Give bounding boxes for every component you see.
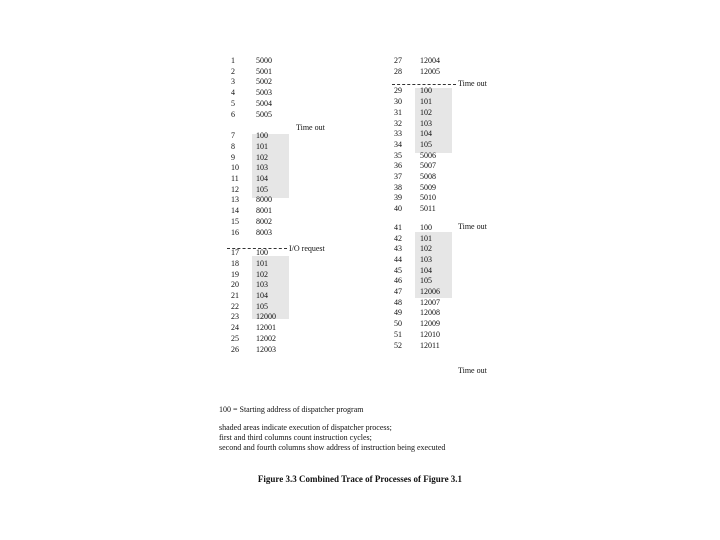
instruction-address: 105 — [420, 139, 432, 149]
cycle-number: 46 — [394, 276, 402, 286]
cycle-number: 22 — [231, 301, 239, 311]
cycle-number: 52 — [394, 340, 402, 350]
instruction-address: 103 — [420, 254, 432, 264]
timeout-label-right-3: Time out — [458, 366, 487, 375]
cycle-number: 47 — [394, 287, 402, 296]
cycle-number: 19 — [231, 269, 239, 279]
cycle-number: 20 — [231, 280, 239, 290]
cycle-number: 12 — [231, 184, 239, 194]
io-request-divider — [227, 248, 287, 249]
cycle-number: 5 — [231, 98, 235, 108]
instruction-address: 5001 — [256, 66, 272, 76]
instruction-address: 5006 — [420, 150, 436, 160]
instruction-address: 5003 — [256, 88, 272, 98]
instruction-address: 5011 — [420, 204, 436, 214]
instruction-address: 8003 — [256, 227, 272, 237]
cycle-number: 34 — [394, 139, 402, 149]
instruction-address: 101 — [420, 233, 432, 243]
instruction-address: 5005 — [256, 109, 272, 119]
instruction-address: 104 — [256, 174, 268, 183]
cycle-number: 40 — [394, 204, 402, 214]
cycle-number: 41 — [394, 222, 402, 232]
cycle-number: 43 — [394, 244, 402, 254]
cycle-number: 21 — [231, 291, 239, 300]
cycle-number: 8 — [231, 141, 235, 151]
instruction-address: 5009 — [420, 182, 436, 192]
cycle-number: 23 — [231, 312, 239, 322]
cycle-number: 11 — [231, 174, 239, 183]
instruction-address: 100 — [256, 248, 268, 258]
cycle-number: 33 — [394, 129, 402, 139]
cycle-number: 35 — [394, 150, 402, 160]
figure-caption: Figure 3.3 Combined Trace of Processes of Figure 3.1 — [257, 474, 463, 484]
instruction-address: 5008 — [420, 172, 436, 181]
cycle-number: 48 — [394, 297, 402, 307]
cycle-number: 13 — [231, 195, 239, 205]
cycle-number: 51 — [394, 329, 402, 339]
instruction-address: 105 — [420, 276, 432, 286]
instruction-address: 12001 — [256, 323, 276, 333]
instruction-address: 5007 — [420, 161, 436, 171]
instruction-address: 105 — [256, 184, 268, 194]
instruction-address: 12005 — [420, 66, 440, 76]
instruction-address: 12003 — [256, 344, 276, 354]
cycle-number: 16 — [231, 227, 239, 237]
instruction-address: 12008 — [420, 308, 440, 318]
cycle-number: 14 — [231, 206, 239, 216]
cycle-number: 36 — [394, 161, 402, 171]
instruction-address: 12002 — [256, 333, 276, 343]
instruction-address: 103 — [256, 280, 268, 290]
cycle-number: 29 — [394, 86, 402, 96]
instruction-address: 12000 — [256, 312, 276, 322]
instruction-address: 8001 — [256, 206, 272, 216]
cycle-number: 30 — [394, 97, 402, 107]
cycle-number: 50 — [394, 319, 402, 329]
cycle-number: 45 — [394, 265, 402, 275]
cycle-number: 17 — [231, 248, 239, 258]
cycle-number: 26 — [231, 344, 239, 354]
cycle-number: 6 — [231, 109, 235, 119]
instruction-address: 12010 — [420, 329, 440, 339]
cycle-number: 7 — [231, 131, 235, 141]
timeout-label-left: Time out — [296, 123, 325, 132]
instruction-address: 102 — [420, 244, 432, 254]
instruction-address: 12006 — [420, 287, 440, 296]
cycle-number: 28 — [394, 66, 402, 76]
timeout-label-right-1: Time out — [458, 79, 487, 88]
instruction-address: 12004 — [420, 56, 440, 65]
timeout-divider-right — [392, 84, 456, 85]
instruction-address: 5010 — [420, 193, 436, 203]
cycle-number: 1 — [231, 56, 235, 65]
cycle-number: 49 — [394, 308, 402, 318]
instruction-address: 103 — [420, 118, 432, 128]
instruction-address: 103 — [256, 163, 268, 173]
instruction-address: 102 — [420, 107, 432, 117]
instruction-address: 102 — [256, 269, 268, 279]
cycle-number: 18 — [231, 258, 239, 268]
instruction-address: 8002 — [256, 216, 272, 226]
cycle-number: 31 — [394, 107, 402, 117]
cycle-number: 37 — [394, 172, 402, 181]
cycle-number: 2 — [231, 66, 235, 76]
instruction-address: 12011 — [420, 340, 440, 350]
instruction-address: 101 — [420, 97, 432, 107]
instruction-address: 100 — [256, 131, 268, 141]
instruction-address: 104 — [256, 291, 268, 300]
instruction-address: 104 — [420, 265, 432, 275]
instruction-address: 102 — [256, 152, 268, 162]
instruction-address: 104 — [420, 129, 432, 139]
cycle-number: 4 — [231, 88, 235, 98]
cycle-number: 10 — [231, 163, 239, 173]
io-request-label: I/O request — [289, 244, 325, 253]
cycle-number: 3 — [231, 77, 235, 87]
note-shaded-areas: shaded areas indicate execution of dispatcher process; — [219, 423, 392, 432]
cycle-number: 44 — [394, 254, 402, 264]
instruction-address: 100 — [420, 222, 432, 232]
cycle-number: 39 — [394, 193, 402, 203]
timeout-label-right-2: Time out — [458, 222, 487, 231]
instruction-address: 101 — [256, 258, 268, 268]
cycle-number: 9 — [231, 152, 235, 162]
note-columns-address: second and fourth columns show address of instruction being executed — [219, 443, 446, 452]
note-dispatcher-address: 100 = Starting address of dispatcher program — [219, 405, 364, 414]
instruction-address: 100 — [420, 86, 432, 96]
cycle-number: 32 — [394, 118, 402, 128]
cycle-number: 38 — [394, 182, 402, 192]
cycle-number: 25 — [231, 333, 239, 343]
instruction-address: 8000 — [256, 195, 272, 205]
cycle-number: 42 — [394, 233, 402, 243]
cycle-number: 27 — [394, 56, 402, 65]
instruction-address: 5004 — [256, 98, 272, 108]
cycle-number: 24 — [231, 323, 239, 333]
cycle-number: 15 — [231, 216, 239, 226]
instruction-address: 5000 — [256, 56, 272, 65]
note-columns-count: first and third columns count instruction cycles; — [219, 433, 372, 442]
instruction-address: 105 — [256, 301, 268, 311]
instruction-address: 12009 — [420, 319, 440, 329]
instruction-address: 5002 — [256, 77, 272, 87]
instruction-address: 12007 — [420, 297, 440, 307]
instruction-address: 101 — [256, 141, 268, 151]
